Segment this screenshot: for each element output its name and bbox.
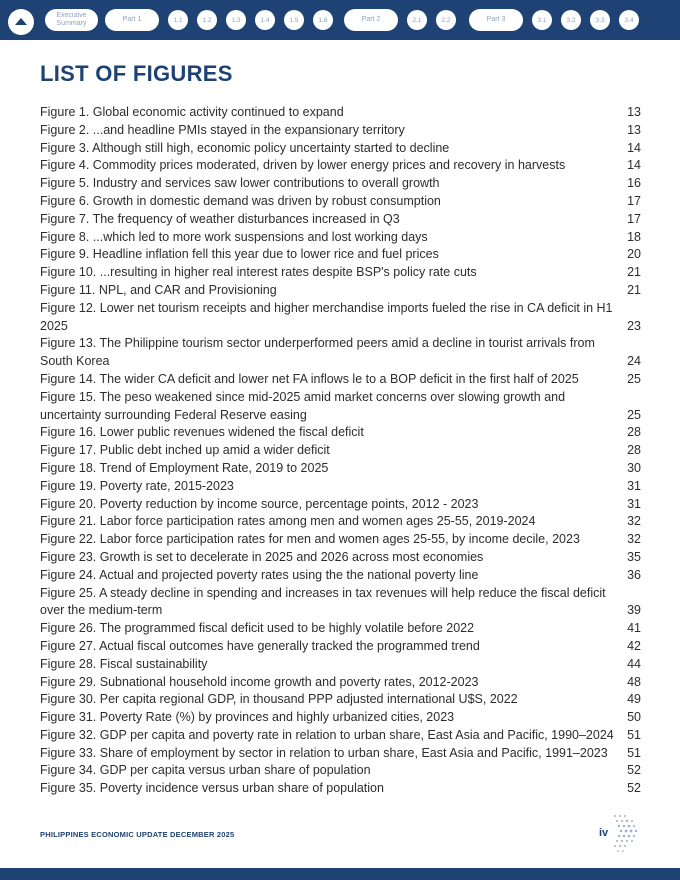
figure-page-number: 25 <box>627 371 641 386</box>
figure-page-number: 28 <box>627 443 641 458</box>
figure-title: Figure 8. ...which led to more work suspensions and lost working days <box>40 229 428 244</box>
up-arrow-icon <box>15 18 27 25</box>
figure-title: Figure 1. Global economic activity continued to expand <box>40 105 344 119</box>
figure-page-number: 25 <box>627 407 641 422</box>
figure-entry[interactable] <box>40 371 641 389</box>
figure-title: Figure 32. GDP per capita and poverty rate in relation to urban share, East Asia and Pacific, 1990–2024 <box>40 727 614 742</box>
figure-entry[interactable] <box>40 424 641 442</box>
nav-section-1-3[interactable]: 1.3 <box>226 10 246 30</box>
figure-page-number: 31 <box>627 496 641 511</box>
figure-title: Figure 5. Industry and services saw lower contributions to overall growth <box>40 176 440 191</box>
figure-title: Figure 15. The peso weakened since mid-2025 amid market concerns over slowing growth and uncertainty surrounding Federal Reserve easing <box>40 389 566 422</box>
figure-title: Figure 25. A steady decline in spending and increases in tax revenues will help reduce the fiscal deficit over the medium-term <box>40 585 606 618</box>
figure-page-number: 24 <box>627 354 641 369</box>
figure-entry[interactable] <box>40 745 641 763</box>
figure-entry[interactable] <box>40 442 641 460</box>
figure-entry[interactable] <box>40 193 641 211</box>
figure-entry[interactable] <box>40 140 641 158</box>
figure-title: Figure 24. Actual and projected poverty rates using the the national poverty line <box>40 567 479 582</box>
figure-entry[interactable] <box>40 638 641 656</box>
figure-page-number: 52 <box>627 781 641 796</box>
figure-title: Figure 9. Headline inflation fell this year due to lower rice and fuel prices <box>40 247 439 262</box>
figure-entry[interactable] <box>40 496 641 514</box>
figure-page-number: 14 <box>627 158 641 173</box>
figure-page-number: 14 <box>627 140 641 155</box>
figure-page-number: 17 <box>627 211 641 226</box>
figure-entry[interactable] <box>40 122 641 140</box>
nav-section-3-4[interactable]: 3.4 <box>619 10 639 30</box>
figure-entry[interactable] <box>40 762 641 780</box>
decorative-dots-icon <box>611 812 641 854</box>
figure-title: Figure 27. Actual fiscal outcomes have generally tracked the programmed trend <box>40 638 480 653</box>
figure-entry[interactable] <box>40 300 641 336</box>
figure-title: Figure 17. Public debt inched up amid a wider deficit <box>40 443 330 458</box>
figure-page-number: 21 <box>627 282 641 297</box>
nav-section-1-2[interactable]: 1.2 <box>197 10 217 30</box>
figure-page-number: 13 <box>627 122 641 137</box>
figure-page-number: 35 <box>627 549 641 564</box>
figure-page-number: 28 <box>627 425 641 440</box>
nav-section-3-1[interactable]: 3.1 <box>532 10 552 30</box>
nav-section-1-6[interactable]: 1.6 <box>313 10 333 30</box>
figure-title: Figure 30. Per capita regional GDP, in thousand PPP adjusted international U$S, 2022 <box>40 692 518 707</box>
figure-page-number: 39 <box>627 603 641 618</box>
figure-title: Figure 12. Lower net tourism receipts and higher merchandise imports fueled the rise in CA deficit in H1 2025 <box>40 300 613 333</box>
nav-section-2-2[interactable]: 2.2 <box>436 10 456 30</box>
nav-executive-summary[interactable]: Executive Summary <box>45 9 98 31</box>
nav-section-3-3[interactable]: 3.3 <box>590 10 610 30</box>
nav-part-3[interactable]: Part 3 <box>469 9 523 31</box>
figure-entry[interactable] <box>40 513 641 531</box>
figure-page-number: 32 <box>627 532 641 547</box>
figure-title: Figure 11. NPL, and CAR and Provisioning <box>40 282 277 297</box>
figure-page-number: 13 <box>627 105 641 119</box>
nav-section-1-1[interactable]: 1.1 <box>168 10 188 30</box>
figure-page-number: 50 <box>627 710 641 725</box>
figure-entry[interactable] <box>40 104 641 122</box>
figure-page-number: 42 <box>627 638 641 653</box>
figure-page-number: 52 <box>627 763 641 778</box>
figure-page-number: 41 <box>627 621 641 636</box>
figure-page-number: 51 <box>627 745 641 760</box>
figure-title: Figure 19. Poverty rate, 2015-2023 <box>40 478 234 493</box>
figure-page-number: 18 <box>627 229 641 244</box>
figure-title: Figure 26. The programmed fiscal deficit used to be highly volatile before 2022 <box>40 621 475 636</box>
figure-title: Figure 16. Lower public revenues widened the fiscal deficit <box>40 425 364 440</box>
figure-entry[interactable] <box>40 709 641 727</box>
figure-title: Figure 4. Commodity prices moderated, driven by lower energy prices and recovery in harvests <box>40 158 566 173</box>
figure-page-number: 49 <box>627 692 641 707</box>
figure-entry[interactable] <box>40 691 641 709</box>
figure-title: Figure 20. Poverty reduction by income source, percentage points, 2012 - 2023 <box>40 496 479 511</box>
figure-entry[interactable] <box>40 620 641 638</box>
figure-title: Figure 21. Labor force participation rates among men and women ages 25-55, 2019-2024 <box>40 514 536 529</box>
figure-entry[interactable] <box>40 389 641 425</box>
figure-page-number: 32 <box>627 514 641 529</box>
figure-entry[interactable] <box>40 157 641 175</box>
figure-entry[interactable] <box>40 674 641 692</box>
figure-entry[interactable] <box>40 460 641 478</box>
figure-page-number: 36 <box>627 567 641 582</box>
nav-section-2-1[interactable]: 2.1 <box>407 10 427 30</box>
figure-title: Figure 6. Growth in domestic demand was driven by robust consumption <box>40 193 441 208</box>
figure-title: Figure 2. ...and headline PMIs stayed in the expansionary territory <box>40 122 405 137</box>
figure-page-number: 30 <box>627 460 641 475</box>
figure-title: Figure 35. Poverty incidence versus urban share of population <box>40 781 384 796</box>
figure-page-number: 16 <box>627 176 641 191</box>
figure-entry[interactable] <box>40 478 641 496</box>
figure-title: Figure 29. Subnational household income growth and poverty rates, 2012-2023 <box>40 674 479 689</box>
page-number: iv <box>599 827 609 839</box>
page-title: LIST OF FIGURES <box>40 61 233 86</box>
figure-title: Figure 13. The Philippine tourism sector underperformed peers amid a decline in tourist arrivals from South Korea <box>40 336 595 369</box>
figure-page-number: 31 <box>627 478 641 493</box>
figure-title: Figure 14. The wider CA deficit and lower net FA inflows le to a BOP deficit in the first half of 2025 <box>40 371 579 386</box>
figure-title: Figure 18. Trend of Employment Rate, 2019 to 2025 <box>40 460 329 475</box>
figure-page-number: 48 <box>627 674 641 689</box>
nav-section-1-4[interactable]: 1.4 <box>255 10 275 30</box>
figure-entry[interactable] <box>40 727 641 745</box>
figure-title: Figure 10. ...resulting in higher real interest rates despite BSP's policy rate cuts <box>40 265 477 280</box>
figure-entry[interactable] <box>40 531 641 549</box>
nav-part-1[interactable]: Part 1 <box>105 9 159 31</box>
figure-title: Figure 34. GDP per capita versus urban share of population <box>40 763 371 778</box>
figure-title: Figure 7. The frequency of weather disturbances increased in Q3 <box>40 211 400 226</box>
figures-list <box>40 104 641 798</box>
nav-section-3-2[interactable]: 3.2 <box>561 10 581 30</box>
figure-page-number: 51 <box>627 727 641 742</box>
figure-entry[interactable] <box>40 335 641 371</box>
figure-entry[interactable] <box>40 229 641 247</box>
figure-title: Figure 22. Labor force participation rates for men and women ages 25-55, by income decile, 2023 <box>40 532 580 547</box>
figure-title: Figure 23. Growth is set to decelerate in 2025 and 2026 across most economies <box>40 549 484 564</box>
footer-publication: PHILIPPINES ECONOMIC UPDATE DECEMBER 2025 <box>40 830 235 839</box>
figure-entry[interactable] <box>40 656 641 674</box>
figure-entry[interactable] <box>40 549 641 567</box>
figure-title: Figure 33. Share of employment by sector in relation to urban share, East Asia and Pacific, 1991–2023 <box>40 745 608 760</box>
nav-section-1-5[interactable]: 1.5 <box>284 10 304 30</box>
figure-title: Figure 31. Poverty Rate (%) by provinces and highly urbanized cities, 2023 <box>40 710 455 725</box>
bottom-bar <box>0 868 680 880</box>
figure-page-number: 21 <box>627 265 641 280</box>
nav-part-2[interactable]: Part 2 <box>344 9 398 31</box>
figure-entry[interactable] <box>40 780 641 798</box>
figure-entry[interactable] <box>40 282 641 300</box>
figure-title: Figure 28. Fiscal sustainability <box>40 656 208 671</box>
figure-entry[interactable] <box>40 567 641 585</box>
figure-entry[interactable] <box>40 246 641 264</box>
figure-entry[interactable] <box>40 211 641 229</box>
figure-entry[interactable] <box>40 585 641 621</box>
home-button[interactable] <box>8 9 34 35</box>
figure-title: Figure 3. Although still high, economic policy uncertainty started to decline <box>40 140 450 155</box>
figure-entry[interactable] <box>40 264 641 282</box>
figure-page-number: 44 <box>627 656 641 671</box>
figure-entry[interactable] <box>40 175 641 193</box>
figure-page-number: 17 <box>627 193 641 208</box>
figure-page-number: 23 <box>627 318 641 333</box>
figure-page-number: 20 <box>627 247 641 262</box>
